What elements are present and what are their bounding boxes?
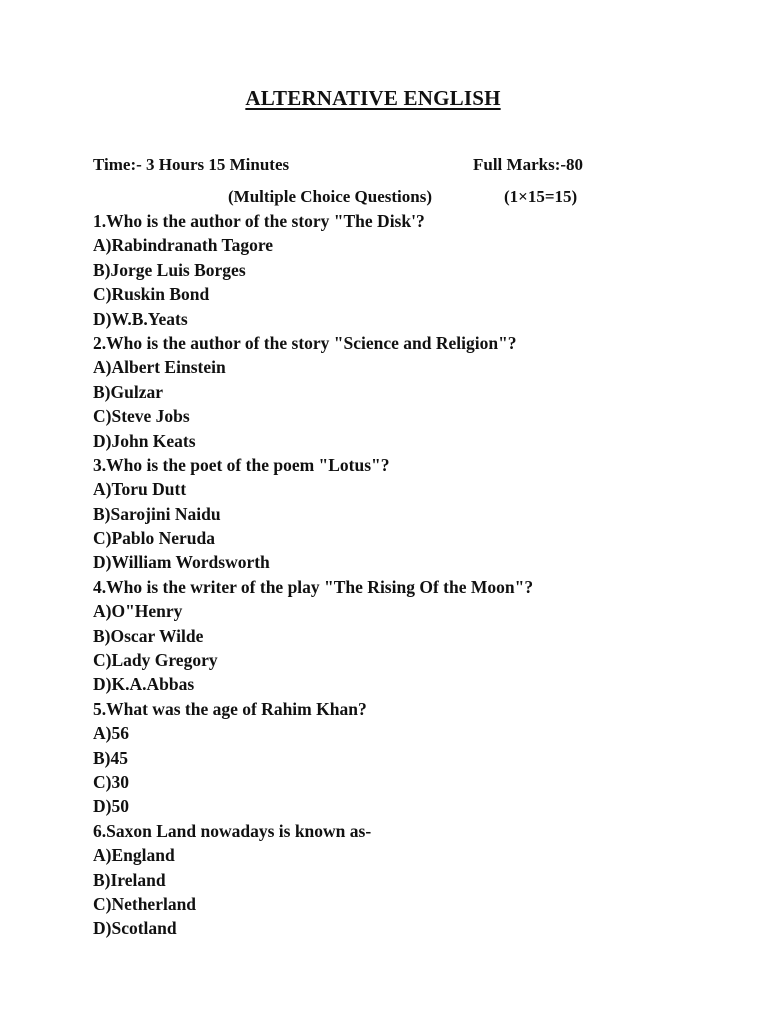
answer-option: B)Ireland [93, 869, 166, 890]
answer-option: B)45 [93, 747, 128, 768]
full-marks: Full Marks:-80 [473, 155, 584, 174]
question-text: 2.Who is the author of the story "Science and Religion"? [93, 332, 517, 353]
question-text: 1.Who is the author of the story "The Disk'? [93, 211, 425, 231]
answer-option: B)Oscar Wilde [93, 625, 204, 646]
answer-option: B)Sarojini Naidu [93, 503, 221, 524]
answer-option: C)Pablo Neruda [93, 528, 216, 549]
answer-option: D)50 [93, 796, 129, 817]
question-text: 5.What was the age of Rahim Khan? [93, 698, 367, 719]
answer-option: C)Ruskin Bond [93, 284, 210, 305]
question-text: 4.Who is the writer of the play "The Rising Of the Moon"? [93, 576, 534, 597]
answer-option: B)Jorge Luis Borges [93, 259, 246, 280]
answer-option: A)56 [93, 723, 129, 744]
answer-option: C)Lady Gregory [93, 650, 218, 671]
answer-option: D)K.A.Abbas [93, 674, 195, 695]
answer-option: B)Gulzar [93, 381, 163, 402]
question-text: 3.Who is the poet of the poem "Lotus"? [93, 454, 390, 475]
section-heading: (Multiple Choice Questions) [228, 187, 432, 206]
question-list [93, 209, 533, 941]
answer-option: A)England [93, 845, 175, 866]
exam-time: Time:- 3 Hours 15 Minutes [93, 155, 290, 174]
section-marks: (1×15=15) [504, 187, 578, 206]
answer-option: C)Steve Jobs [93, 406, 190, 427]
answer-option: A)Albert Einstein [93, 357, 226, 378]
answer-option: A)O"Henry [93, 601, 183, 622]
answer-option: A)Toru Dutt [93, 479, 187, 500]
answer-option: D)Scotland [93, 918, 177, 939]
answer-option: A)Rabindranath Tagore [93, 235, 274, 256]
question-text: 6.Saxon Land nowadays is known as- [93, 820, 372, 841]
answer-option: D)John Keats [93, 430, 196, 451]
answer-option: D)W.B.Yeats [93, 308, 188, 329]
answer-option: D)William Wordsworth [93, 552, 270, 573]
page-title: ALTERNATIVE ENGLISH [245, 86, 501, 110]
answer-option: C)30 [93, 771, 129, 792]
answer-option: C)Netherland [93, 893, 197, 914]
